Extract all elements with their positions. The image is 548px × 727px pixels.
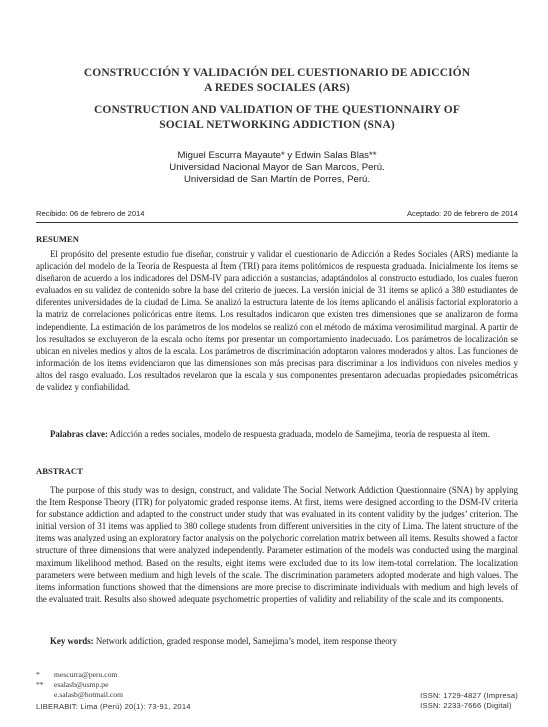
issn-print: ISSN: 1729-4827 (Impresa): [420, 691, 518, 700]
english-title: [36, 103, 518, 133]
journal-citation: LIBERABIT: Lima (Perú) 20(1): 73-91, 2014: [36, 702, 191, 711]
footnotes: [36, 670, 336, 700]
spanish-title: [36, 66, 518, 96]
spanish-keywords-text: Adicción a redes sociales, modelo de respuesta graduada, modelo de Samejima, teoría de respuesta al ítem.: [109, 429, 490, 439]
received-date: Recibido: 06 de febrero de 2014: [36, 209, 145, 218]
accepted-date: Aceptado: 20 de febrero de 2014: [406, 209, 518, 218]
resumen-text: El propósito del presente estudio fue diseñar, construir y validar el cuestionario de Adicción a Redes Sociales (ARS) mediante la aplicación del modelo de la Teoría de Respuesta al Ítem (TRI) para ítems politómicos de respuesta graduada. Inicialmente los ítems se diseñaron de acuerdo a los indicadores del DSM-IV para adicción a sustancias, adaptándolos al constructo estudiado, los cuales fueron evaluados en su validez de contenido sobre la base del criterio de jueces. La versión inicial de 31 ítems se aplicó a 380 estudiantes de diferentes universidades de la ciudad de Lima. Se analizó la estructura latente de los ítems aplicando el análisis factorial exploratorio a la matriz de correlaciones policóricas entre ítems. Los resultados indicaron que existen tres dimensiones que se analizaron de forma independiente. La estimación de los parámetros de los modelos se realizó con el método de máxima verosimilitud marginal. A partir de los resultados se excluyeron de la escala ocho ítems por presentar un comportamiento inadecuado. Los parámetros de localización se ubican en niveles medios y altos de la escala. Los parámetros de discriminación adoptaron valores moderados y altos. Las funciones de información de los ítems evidenciaron que las dimensiones son más precisas para discriminar a los individuos con niveles medios y altos del rasgo evaluado. Los resultados revelaron que la escala y sus componentes presentaron adecuadas propiedades psicométricas de validez y confiabilidad.: [36, 249, 518, 393]
english-keywords-text: Network addiction, graded response model, Samejima’s model, item response theory: [95, 636, 398, 646]
footnote-email[interactable]: e.salasb@hotmail.com: [54, 690, 123, 699]
english-title-line-2: SOCIAL NETWORKING ADDICTION (SNA): [159, 119, 395, 131]
resumen-heading: RESUMEN: [36, 234, 79, 244]
footnote-email[interactable]: esalasb@usmp.pe: [54, 680, 109, 689]
footnote-row: [36, 690, 336, 700]
spanish-title-line-1: CONSTRUCCIÓN Y VALIDACIÓN DEL CUESTIONARIO DE ADICCIÓN: [83, 67, 471, 79]
spanish-keywords: [50, 428, 518, 440]
english-title-line-1: CONSTRUCTION AND VALIDATION OF THE QUESTIONNAIRY OF: [94, 104, 460, 116]
author-names: Miguel Escurra Mayaute* y Edwin Salas Blas**: [177, 150, 377, 161]
author-block: [36, 150, 518, 186]
footnote-row: [36, 670, 336, 680]
spanish-title-line-2: A REDES SOCIALES (ARS): [204, 82, 350, 94]
english-keywords-label: Key words:: [50, 636, 94, 646]
author-affiliation-1: Universidad Nacional Mayor de San Marcos, Perú.: [169, 162, 385, 173]
english-keywords: [50, 635, 518, 647]
abstract-text: The purpose of this study was to design, construct, and validate The Social Network Addiction Questionnaire (SNA) by applying the Item Response Theory (ITR) for polyatomic graded response items. At first, items were designed according to the DSM-IV criteria for substance addiction and adapted to the construct under study that was evaluated in its content validity by the judges’ criterion. The initial version of 31 items was applied to 380 college students from different universities in the city of Lima. The latent structure of the items was analyzed using an exploratory factor analysis on the polychoric correlation matrix between all items. Results showed a factor structure of three dimensions that were analyzed independently. Parameter estimation of the models was conducted using the marginal maximum likelihood method. Based on the results, eight items were excluded due to its low item-total correlation. The localization parameters were between medium and high levels of the scale. The discrimination parameters adopted moderate and high values. The items information functions showed that the dimensions are more precise to discriminate individuals with medium and high levels of the evaluated trait. Results also showed adequate psychometric properties of validity and reliability of the scale and its components.: [36, 485, 518, 604]
issn-digital: ISSN: 2233-7666 (Digital): [420, 701, 512, 710]
footnote-mark: **: [36, 680, 44, 689]
spanish-keywords-label: Palabras clave:: [50, 429, 108, 439]
abstract-heading: ABSTRACT: [36, 466, 83, 476]
header-divider: [36, 222, 518, 223]
footnote-mark: [36, 690, 54, 700]
author-affiliation-2: Universidad de San Martín de Porres, Perú.: [183, 174, 371, 185]
footnote-row: [36, 680, 336, 690]
footnote-mark: *: [36, 670, 40, 679]
issn-block: [420, 691, 518, 711]
footnote-email[interactable]: mescurra@peru.com: [54, 670, 118, 679]
